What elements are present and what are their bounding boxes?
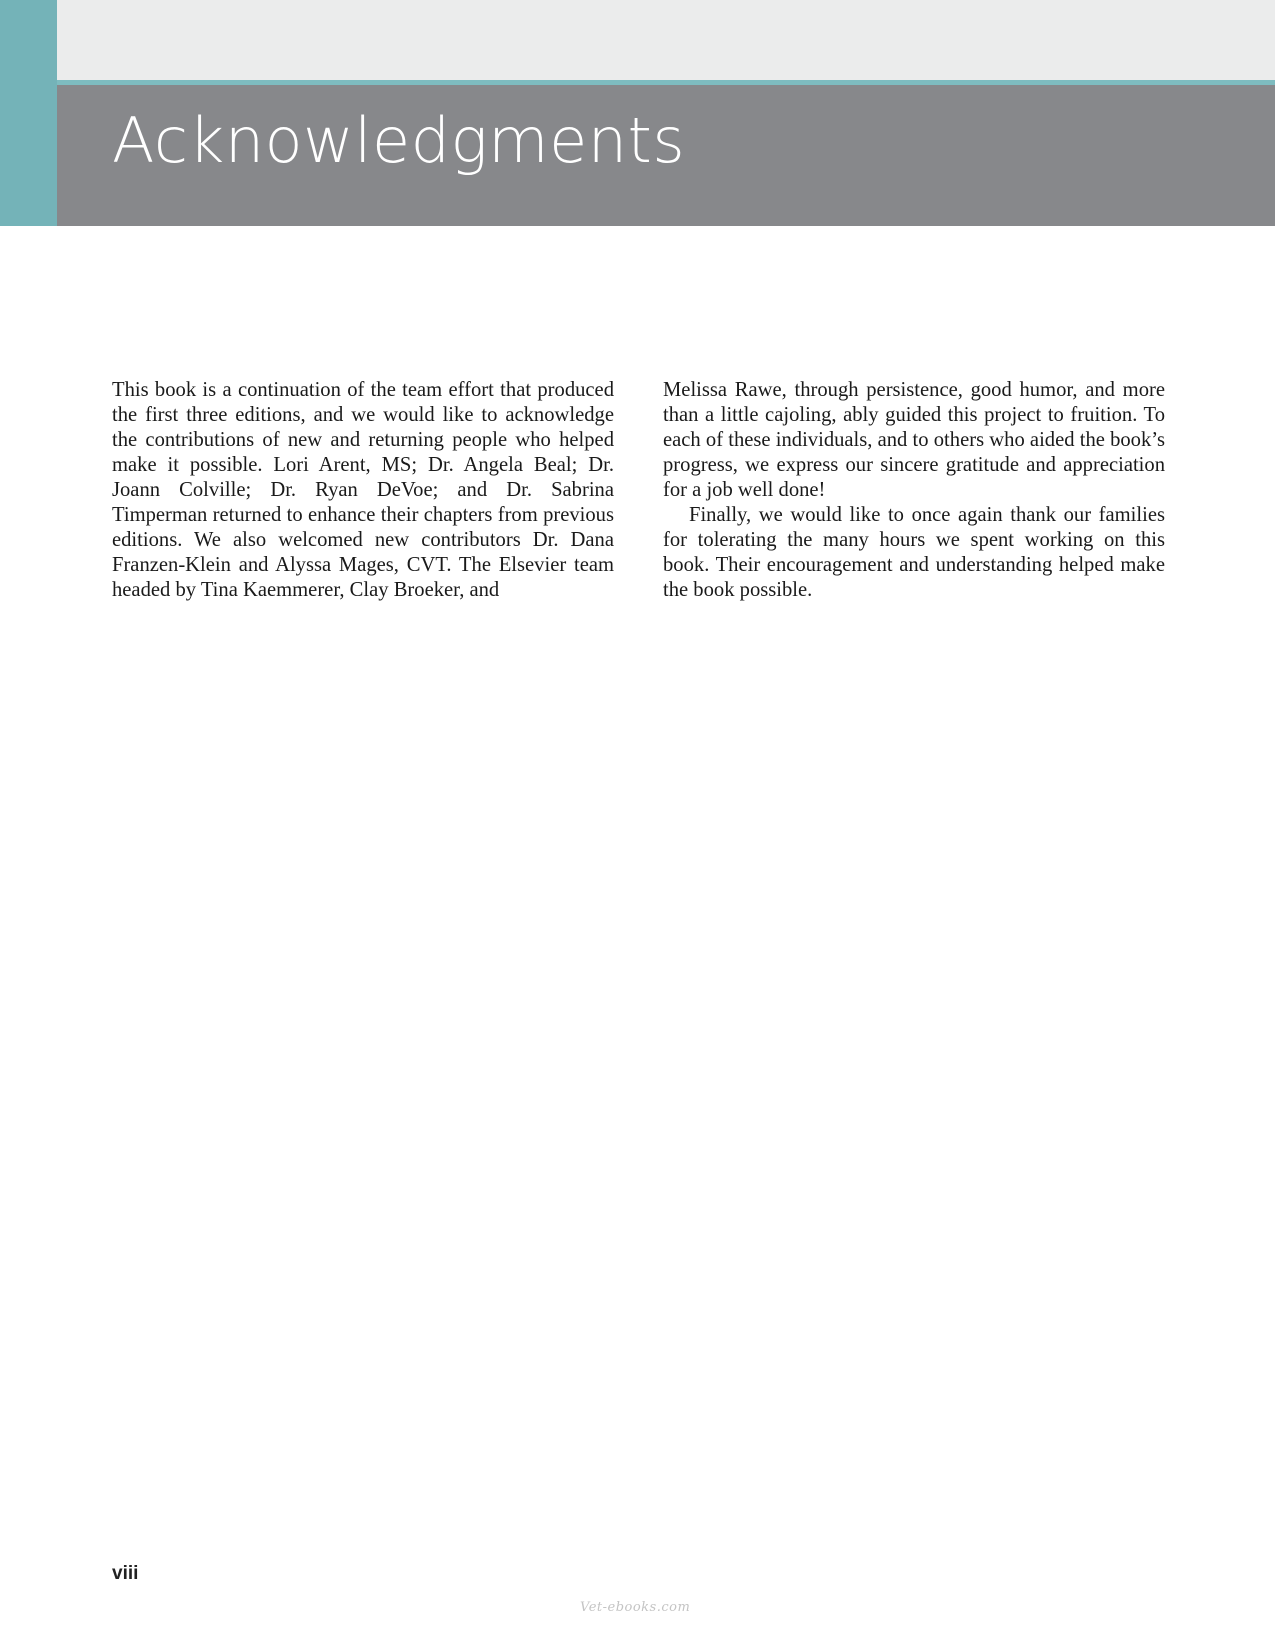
text-column-left xyxy=(112,378,614,603)
text-column-right xyxy=(663,378,1165,603)
body-paragraph: This book is a continuation of the team effort that produced the first three editions, and we would like to acknowledge the contributions of new and returning people who helped make it possible. Lori Arent, MS; Dr. Angela Beal; Dr. Joann Colville; Dr. Ryan DeVoe; and Dr. Sabrina Timperman returned to enhance their chapters from previous editions. We also welcomed new contributors Dr. Dana Franzen-Klein and Alyssa Mages, CVT. The Elsevier team headed by Tina Kaemmerer, Clay Broeker, and xyxy=(112,379,614,601)
page-title: Acknowledgments xyxy=(112,104,686,177)
body-paragraph: Finally, we would like to once again thank our families for tolerating the many hours we spent working on this book. Their encouragement and understanding helped make the book possible. xyxy=(663,504,1165,601)
watermark: Vet-ebooks.com xyxy=(580,1600,691,1615)
page-number: viii xyxy=(112,1563,139,1584)
header-teal-tab xyxy=(0,0,57,226)
body-paragraph: Melissa Rawe, through persistence, good humor, and more than a little cajoling, ably guided this project to fruition. To each of these individuals, and to others who aided the book’s progress, we express our sincere gratitude and appreciation for a job well done! xyxy=(663,379,1165,501)
header-top-band xyxy=(57,0,1275,80)
